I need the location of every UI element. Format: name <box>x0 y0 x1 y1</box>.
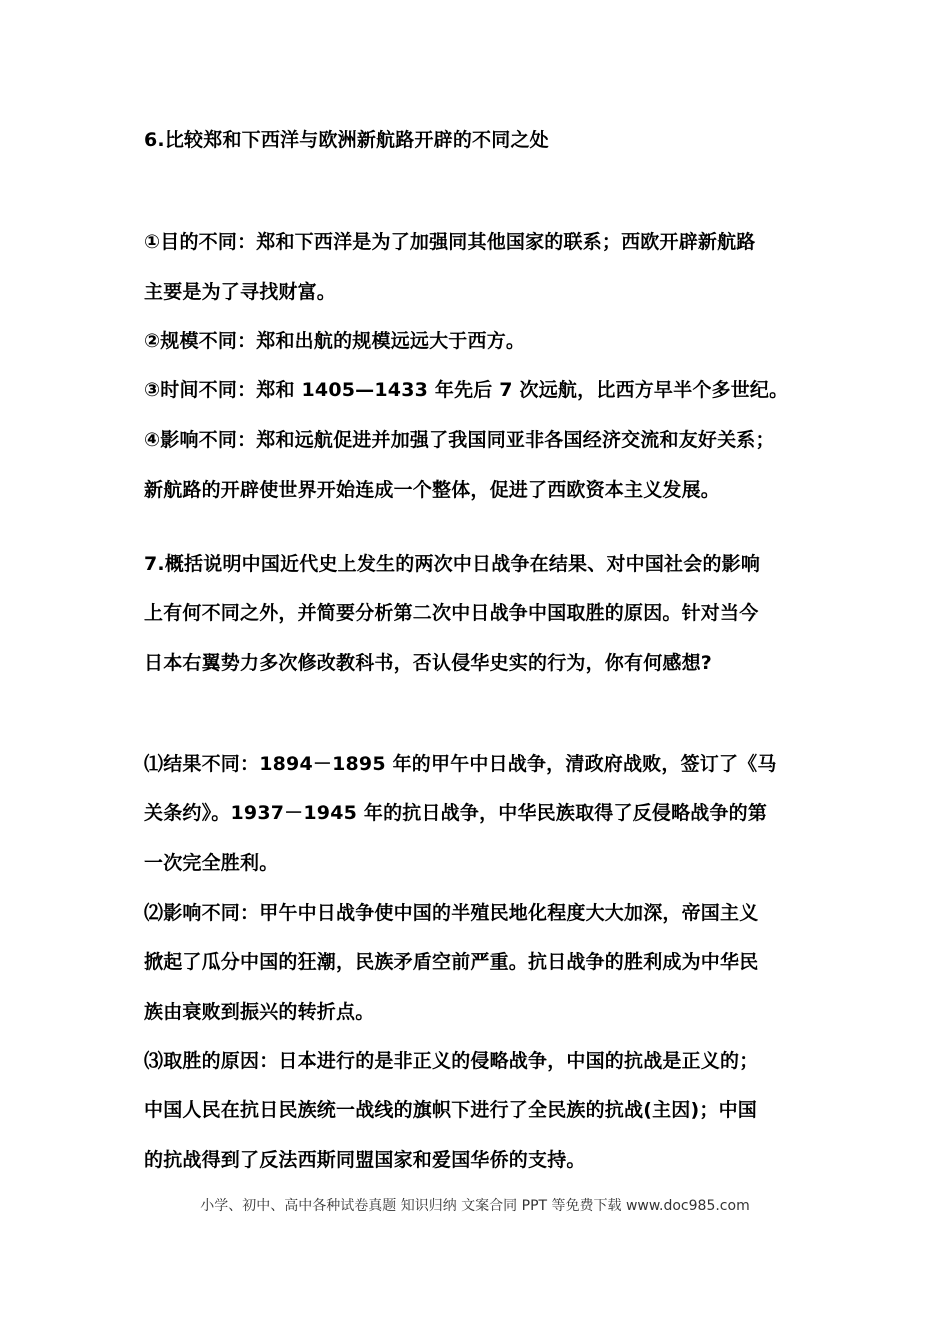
q6-answer-line: ①目的不同：郑和下西洋是为了加强同其他国家的联系；西欧开辟新航路 <box>144 231 756 253</box>
q6-answer-line: 主要是为了寻找财富。 <box>144 281 337 303</box>
question-7-title-line: 7.概括说明中国近代史上发生的两次中日战争在结果、对中国社会的影响 <box>144 553 761 575</box>
q7-answer-line: 关条约》。1937－1945 年的抗日战争，中华民族取得了反侵略战争的第 <box>144 802 768 824</box>
page-footer: 小学、初中、高中各种试卷真题 知识归纳 文案合同 PPT 等免费下载 www.doc985.com <box>200 1198 750 1214</box>
q7-answer-line: 一次完全胜利。 <box>144 852 279 874</box>
q7-answer-line: 族由衰败到振兴的转折点。 <box>144 1001 375 1023</box>
q6-answer-line: ②规模不同：郑和出航的规模远远大于西方。 <box>144 330 526 352</box>
q7-answer-line: ⑶取胜的原因：日本进行的是非正义的侵略战争，中国的抗战是正义的； <box>144 1050 759 1072</box>
question-7-title-line: 上有何不同之外，并简要分析第二次中日战争中国取胜的原因。针对当今 <box>144 602 759 624</box>
question-7-title-line: 日本右翼势力多次修改教科书，否认侵华史实的行为，你有何感想? <box>144 652 713 674</box>
q7-answer-line: 掀起了瓜分中国的狂潮，民族矛盾空前严重。抗日战争的胜利成为中华民 <box>144 951 759 973</box>
q6-answer-line: ④影响不同：郑和远航促进并加强了我国同亚非各国经济交流和友好关系； <box>144 429 775 451</box>
q7-answer-line: 的抗战得到了反法西斯同盟国家和爱国华侨的支持。 <box>144 1149 586 1171</box>
q6-answer-line: 新航路的开辟使世界开始连成一个整体，促进了西欧资本主义发展。 <box>144 479 721 501</box>
q7-answer-line: ⑵影响不同：甲午中日战争使中国的半殖民地化程度大大加深，帝国主义 <box>144 902 759 924</box>
question-6-title: 6.比较郑和下西洋与欧洲新航路开辟的不同之处 <box>144 129 549 151</box>
q6-answer-line: ③时间不同：郑和 1405—1433 年先后 7 次远航，比西方早半个多世纪。 <box>144 379 789 401</box>
q7-answer-line: 中国人民在抗日民族统一战线的旗帜下进行了全民族的抗战(主因)；中国 <box>144 1099 757 1121</box>
q7-answer-line: ⑴结果不同：1894－1895 年的甲午中日战争，清政府战败，签订了《马 <box>144 753 777 775</box>
